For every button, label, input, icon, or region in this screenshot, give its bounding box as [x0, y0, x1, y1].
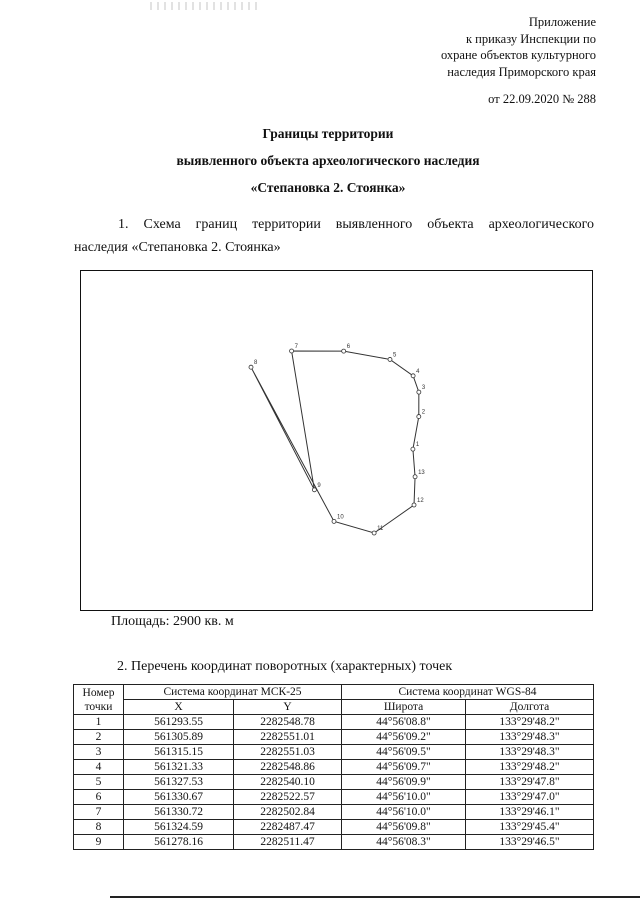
boundary-point-label: 9 — [317, 482, 321, 489]
appendix-line: наследия Приморского края — [447, 64, 596, 79]
boundary-point-label: 7 — [294, 344, 298, 350]
document-title — [0, 120, 640, 201]
boundary-point-label: 5 — [392, 352, 397, 359]
table-row — [74, 745, 594, 760]
table-row — [74, 805, 594, 820]
table-row — [74, 760, 594, 775]
table-row — [74, 790, 594, 805]
cell-point-number: 3 — [74, 745, 124, 760]
section-2-heading: 2. Перечень координат поворотных (характерных) точек — [117, 659, 453, 674]
boundary-point-6 — [342, 349, 346, 353]
boundary-point-9 — [312, 488, 316, 492]
boundary-point-3 — [417, 390, 421, 394]
cell-y: 2282487.47 — [234, 820, 342, 835]
table-subheader-row — [74, 700, 594, 715]
cell-latitude: 44°56'10.0" — [342, 805, 466, 820]
cell-latitude: 44°56'08.8" — [342, 715, 466, 730]
boundary-point-label: 12 — [417, 498, 424, 505]
cell-y: 2282551.03 — [234, 745, 342, 760]
header-longitude: Долгота — [466, 700, 594, 715]
cell-longitude: 133°29'45.4" — [466, 820, 594, 835]
table-row — [74, 820, 594, 835]
area-label: Площадь: 2900 кв. м — [111, 614, 234, 629]
boundary-scheme — [80, 270, 593, 611]
cell-y: 2282511.47 — [234, 835, 342, 850]
boundary-line — [251, 351, 419, 533]
boundary-point-7 — [290, 349, 294, 353]
cell-longitude: 133°29'48.2" — [466, 760, 594, 775]
header-wgs84: Система координат WGS-84 — [342, 685, 594, 700]
table-row — [74, 715, 594, 730]
cell-y: 2282502.84 — [234, 805, 342, 820]
cell-point-number: 7 — [74, 805, 124, 820]
cell-point-number: 8 — [74, 820, 124, 835]
cell-longitude: 133°29'48.3" — [466, 745, 594, 760]
boundary-point-label: 8 — [254, 360, 258, 367]
boundary-point-13 — [413, 475, 417, 479]
cell-y: 2282551.01 — [234, 730, 342, 745]
cell-latitude: 44°56'10.0" — [342, 790, 466, 805]
table-header-row — [74, 685, 594, 700]
cell-latitude: 44°56'09.2" — [342, 730, 466, 745]
boundary-point-2 — [417, 415, 421, 419]
boundary-point-label: 6 — [346, 344, 351, 351]
cell-point-number: 6 — [74, 790, 124, 805]
header-point-number: Номер точки — [74, 685, 124, 715]
cell-y: 2282548.78 — [234, 715, 342, 730]
section-1-heading — [74, 213, 594, 259]
title-line-2: выявленного объекта археологического наследия — [176, 153, 480, 168]
cell-x: 561330.67 — [124, 790, 234, 805]
cell-x: 561293.55 — [124, 715, 234, 730]
cell-point-number: 1 — [74, 715, 124, 730]
appendix-line: Приложение — [528, 15, 596, 29]
boundary-point-label: 3 — [421, 385, 426, 392]
boundary-point-1 — [411, 447, 415, 451]
boundary-point-label: 4 — [416, 368, 420, 375]
cell-longitude: 133°29'47.8" — [466, 775, 594, 790]
table-row — [74, 730, 594, 745]
boundary-point-label: 11 — [377, 526, 384, 532]
cell-latitude: 44°56'09.8" — [342, 820, 466, 835]
title-line-1: Границы территории — [262, 126, 394, 141]
cell-longitude: 133°29'48.3" — [466, 730, 594, 745]
boundary-point-label: 1 — [415, 442, 420, 449]
boundary-point-12 — [412, 503, 416, 507]
cell-x: 561315.15 — [124, 745, 234, 760]
bottom-rule — [110, 896, 640, 898]
section-1-line-1: 1. Схема границ территории выявленного объекта археологического — [118, 217, 594, 232]
cell-x: 561278.16 — [124, 835, 234, 850]
order-reference: от 22.09.2020 № 288 — [488, 92, 596, 106]
cell-latitude: 44°56'09.5" — [342, 745, 466, 760]
boundary-point-11 — [372, 531, 376, 535]
coordinates-table — [73, 684, 594, 850]
table-row — [74, 835, 594, 850]
cell-point-number: 5 — [74, 775, 124, 790]
header-msk25: Система координат МСК-25 — [124, 685, 342, 700]
boundary-point-label: 10 — [336, 514, 344, 521]
header-y: Y — [234, 700, 342, 715]
cell-longitude: 133°29'46.1" — [466, 805, 594, 820]
boundary-point-label: 13 — [418, 469, 425, 476]
cell-y: 2282522.57 — [234, 790, 342, 805]
boundary-point-10 — [332, 519, 336, 523]
boundary-point-5 — [388, 357, 392, 361]
title-line-3: «Степановка 2. Стоянка» — [250, 180, 406, 195]
cell-point-number: 9 — [74, 835, 124, 850]
table-row — [74, 775, 594, 790]
cell-x: 561324.59 — [124, 820, 234, 835]
boundary-scheme-drawing — [81, 271, 591, 609]
cell-x: 561327.53 — [124, 775, 234, 790]
cell-x: 561321.33 — [124, 760, 234, 775]
cell-latitude: 44°56'08.3" — [342, 835, 466, 850]
cell-longitude: 133°29'48.2" — [466, 715, 594, 730]
section-1-line-2: наследия «Степановка 2. Стоянка» — [74, 240, 281, 255]
cell-x: 561330.72 — [124, 805, 234, 820]
header-latitude: Широта — [342, 700, 466, 715]
boundary-point-8 — [249, 365, 253, 369]
cell-latitude: 44°56'09.7" — [342, 760, 466, 775]
appendix-line: охране объектов культурного — [440, 48, 596, 62]
scan-artifact — [150, 2, 260, 10]
cell-longitude: 133°29'47.0" — [466, 790, 594, 805]
appendix-line: к приказу Инспекции по — [465, 31, 596, 46]
cell-x: 561305.89 — [124, 730, 234, 745]
appendix-note — [336, 14, 596, 80]
header-x: X — [124, 700, 234, 715]
cell-point-number: 2 — [74, 730, 124, 745]
cell-point-number: 4 — [74, 760, 124, 775]
cell-latitude: 44°56'09.9" — [342, 775, 466, 790]
boundary-point-label: 2 — [421, 409, 426, 416]
cell-longitude: 133°29'46.5" — [466, 835, 594, 850]
cell-y: 2282548.86 — [234, 760, 342, 775]
boundary-point-4 — [411, 374, 415, 378]
cell-y: 2282540.10 — [234, 775, 342, 790]
